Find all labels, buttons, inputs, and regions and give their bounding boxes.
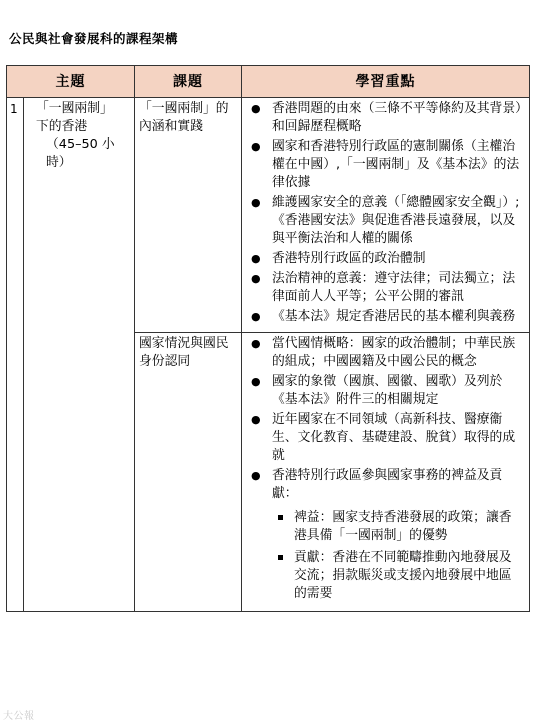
learning-point bbox=[242, 138, 523, 192]
learning-points-list bbox=[242, 335, 523, 603]
learning-point bbox=[242, 308, 523, 326]
row-number: 1 bbox=[7, 98, 24, 612]
topic-title: 國家情況與國民身份認同 bbox=[135, 333, 242, 612]
bullet-icon: ● bbox=[251, 375, 261, 388]
theme-hours: （45–50 小時） bbox=[46, 137, 115, 170]
learning-point bbox=[242, 270, 523, 306]
topic-title: 「一國兩制」的內涵和實踐 bbox=[135, 98, 242, 333]
header-topic: 課題 bbox=[135, 66, 242, 98]
learning-point-text: 近年國家在不同領域（高新科技、醫療衞生、文化教育、基礎建設、脫貧）取得的成就 bbox=[272, 412, 516, 463]
bullet-icon: ● bbox=[251, 102, 261, 115]
header-theme: 主題 bbox=[7, 66, 135, 98]
learning-points-list bbox=[242, 100, 523, 326]
learning-point-text: 香港特別行政區參與國家事務的裨益及貢獻： bbox=[272, 468, 503, 501]
bullet-icon: ● bbox=[251, 272, 261, 285]
theme-cell bbox=[24, 98, 135, 612]
learning-point-text: 國家的象徵（國旗、國徽、國歌）及列於《基本法》附件三的相關規定 bbox=[272, 374, 503, 407]
bullet-icon: ● bbox=[251, 252, 261, 265]
bullet-icon: ● bbox=[251, 310, 261, 323]
learning-point bbox=[242, 411, 523, 465]
learning-point-text: 《基本法》規定香港居民的基本權利與義務 bbox=[272, 309, 516, 324]
theme-line: 「一國兩制」 bbox=[36, 101, 113, 116]
square-bullet-icon bbox=[278, 555, 283, 560]
learning-points-cell bbox=[242, 98, 530, 333]
sub-point-list bbox=[272, 509, 523, 603]
bullet-icon: ● bbox=[251, 413, 261, 426]
learning-point-text: 維護國家安全的意義（「總體國家安全觀」）;《香港國安法》與促進香港長遠發展，以及與平衡法治和人權的關係 bbox=[272, 195, 520, 246]
learning-point-text: 香港問題的由來（三條不平等條約及其背景）和回歸歷程概略 bbox=[272, 101, 522, 134]
learning-point bbox=[242, 467, 523, 603]
theme-line: 下的香港 bbox=[36, 119, 88, 134]
curriculum-table bbox=[6, 65, 530, 612]
learning-point bbox=[242, 100, 523, 136]
learning-point bbox=[242, 194, 523, 248]
sub-point-text: 貢獻：香港在不同範疇推動內地發展及交流；捐款賑災或支援內地發展中地區的需要 bbox=[294, 550, 512, 601]
bullet-icon: ● bbox=[251, 469, 261, 482]
header-learning-points: 學習重點 bbox=[242, 66, 530, 98]
table-row bbox=[7, 98, 530, 333]
square-bullet-icon bbox=[278, 515, 283, 520]
table-header-row bbox=[7, 66, 530, 98]
document-title: 公民與社會發展科的課程架構 bbox=[9, 31, 179, 46]
learning-points-cell bbox=[242, 333, 530, 612]
learning-point bbox=[242, 250, 523, 268]
sub-point-text: 裨益：國家支持香港發展的政策；讓香港具備「一國兩制」的優勢 bbox=[294, 510, 512, 543]
learning-point bbox=[242, 373, 523, 409]
bullet-icon: ● bbox=[251, 196, 261, 209]
learning-point-text: 國家和香港特別行政區的憲制關係（主權治權在中國）,「一國兩制」及《基本法》的法律依據 bbox=[272, 139, 520, 190]
watermark-logo: 大公報 bbox=[3, 711, 35, 722]
sub-point bbox=[272, 509, 523, 545]
learning-point-text: 法治精神的意義：遵守法律；司法獨立；法律面前人人平等；公平公開的審訊 bbox=[272, 271, 516, 304]
learning-point-text: 香港特別行政區的政治體制 bbox=[272, 251, 426, 266]
bullet-icon: ● bbox=[251, 140, 261, 153]
learning-point bbox=[242, 335, 523, 371]
bullet-icon: ● bbox=[251, 337, 261, 350]
learning-point-text: 當代國情概略：國家的政治體制；中華民族的組成；中國國籍及中國公民的概念 bbox=[272, 336, 516, 369]
sub-point bbox=[272, 549, 523, 603]
